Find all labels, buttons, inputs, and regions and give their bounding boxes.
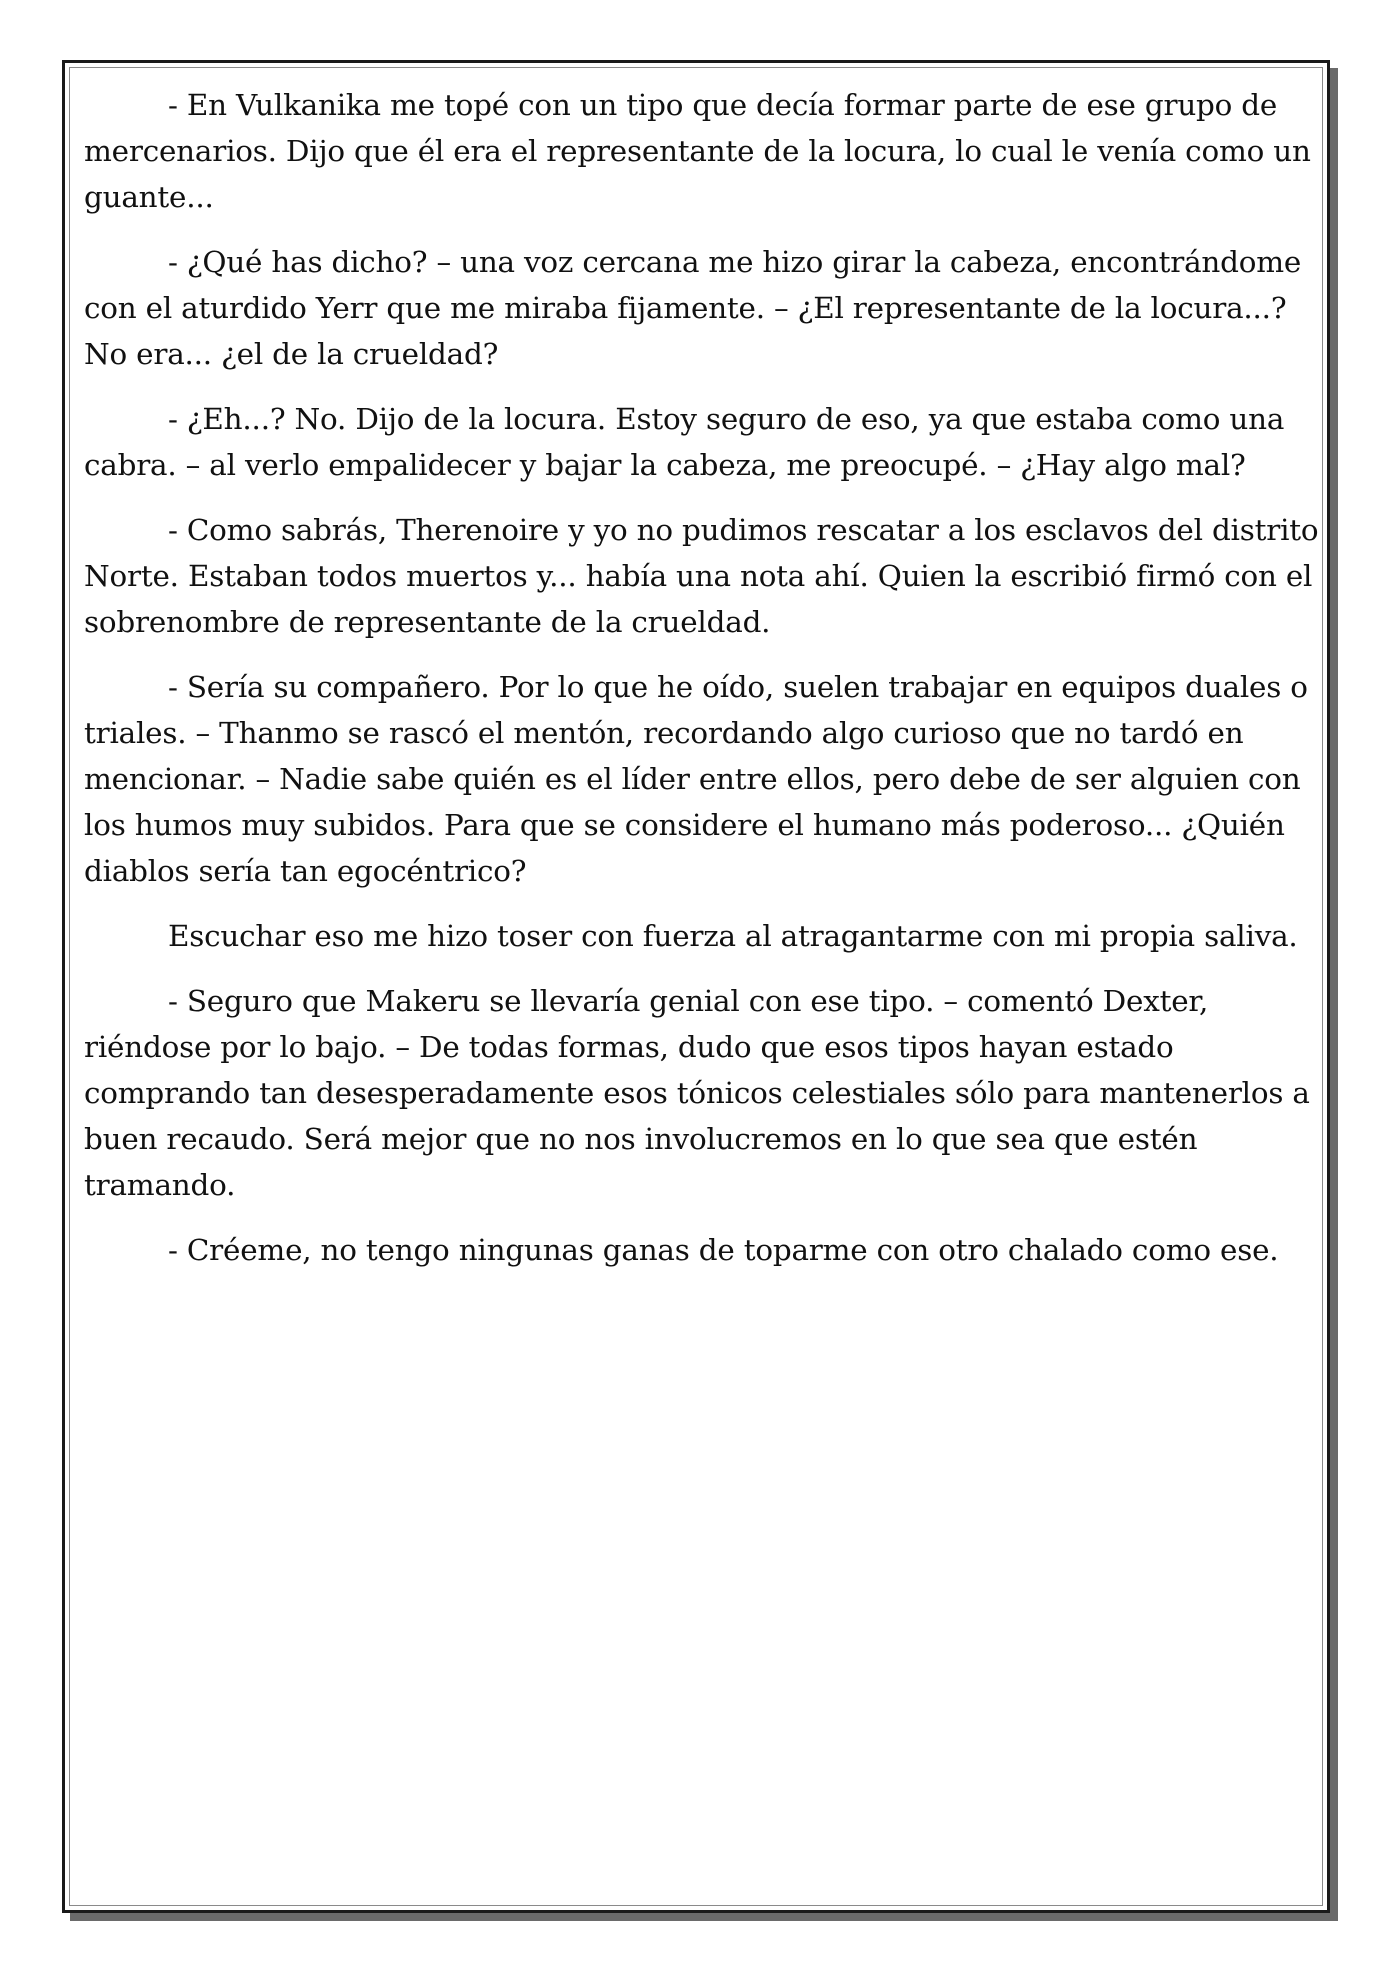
paragraph-3: - ¿Eh...? No. Dijo de la locura. Estoy seguro de eso, ya que estaba como una cabra. – al verlo empalidecer y bajar la cabeza, me preocupé. – ¿Hay algo mal? [84, 402, 1285, 482]
paragraph-8: - Créeme, no tengo ningunas ganas de toparme con otro chalado como ese. [168, 1233, 1279, 1267]
paragraph-1: - En Vulkanika me topé con un tipo que decía formar parte de ese grupo de mercenarios. Dijo que él era el representante de la locura, lo cual le venía como un guante... [84, 88, 1311, 214]
paragraph-5: - Sería su compañero. Por lo que he oído, suelen trabajar en equipos duales o triales. – Thanmo se rascó el mentón, recordando algo curioso que no tardó en mencionar. – Nadie sabe quién es el líder entre ellos, pero debe de ser alguien con los humos muy subidos. Para que se considere el humano más poderoso... ¿Quién diablos sería tan egocéntrico? [84, 670, 1308, 888]
paragraph-7: - Seguro que Makeru se llevaría genial con ese tipo. – comentó Dexter, riéndose por lo bajo. – De todas formas, dudo que esos tipos hayan estado comprando tan desesperadamente esos tónicos celestiales sólo para mantenerlos a buen recaudo. Será mejor que no nos involucremos en lo que sea que estén tramando. [84, 984, 1310, 1202]
paragraph-4: - Como sabrás, Therenoire y yo no pudimos rescatar a los esclavos del distrito Norte. Estaban todos muertos y... había una nota ahí. Quien la escribió firmó con el sobrenombre de representante de la crueldad. [84, 513, 1319, 639]
paragraph-2: - ¿Qué has dicho? – una voz cercana me hizo girar la cabeza, encontrándome con el aturdido Yerr que me miraba fijamente. – ¿El representante de la locura...? No era... ¿el de la crueldad? [84, 245, 1302, 371]
paragraph-6: Escuchar eso me hizo toser con fuerza al atragantarme con mi propia saliva. [168, 919, 1298, 953]
document-body [84, 82, 1324, 1292]
